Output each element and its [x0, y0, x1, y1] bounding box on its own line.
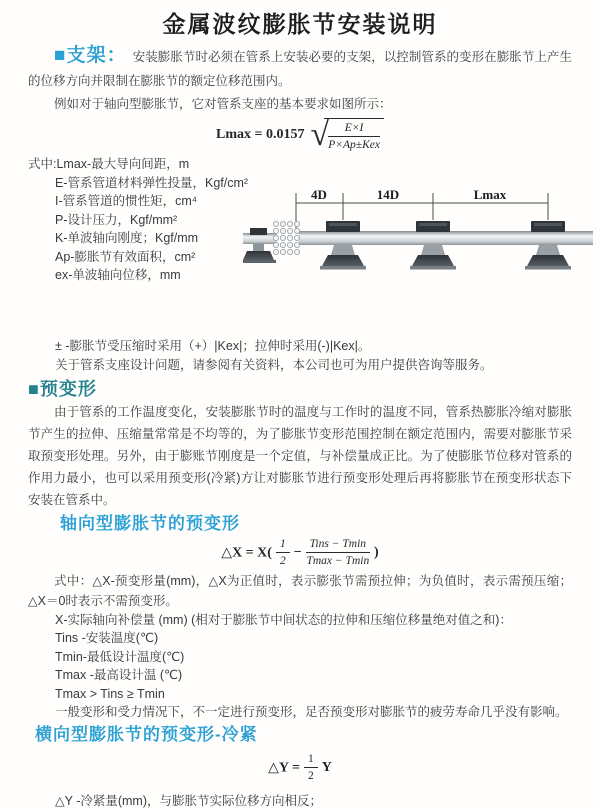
pipe [299, 231, 593, 245]
definition-line: K-单波轴向刚度；Kgf/mm [28, 229, 572, 248]
delta-x-formula [0, 537, 600, 569]
lmax-fraction-numerator: E×I [328, 121, 380, 137]
lmax-fraction [328, 121, 380, 153]
bellows-icon [273, 221, 299, 254]
lmax-fraction-denominator: P×Ap±Kex [328, 137, 380, 152]
dim-label-14d: 14D [377, 187, 399, 202]
service-note: 关于管系支座设计问题，请参阅有关资料，本公司也可为用户提供咨询等服务。 [28, 356, 572, 375]
lmax-formula [0, 117, 600, 153]
sign-note: ± -膨胀节受压缩时采用（+）|Kex|；拉伸时采用(-)|Kex|。 [28, 337, 572, 356]
delta-x-lhs: △X = X( [221, 545, 272, 560]
one-half-fraction: $\frac{1}{2}$ [276, 537, 290, 569]
temp-definition: Tmin-最低设计温度(℃) [28, 648, 572, 667]
delta-y-lhs: △Y = [268, 760, 300, 775]
radical [311, 117, 384, 153]
preset-section-heading: ■预变形 [28, 378, 572, 401]
temp-definition: Tmax -最高设计温 (℃) [28, 666, 572, 685]
definition-line: E-管系管道材料弹性投量，Kgf/cm² [28, 174, 572, 193]
temperature-fraction: $\frac{\text{Tins − Tmin}}{Tmax - Tmin}$ [306, 537, 370, 569]
support-section-heading: ■支架： [54, 45, 127, 66]
dim-label-4d: 4D [311, 187, 327, 202]
definition-line: I-管系管道的惯性矩，cm⁴ [28, 192, 572, 211]
close-paren: ) [374, 545, 379, 560]
definition-line: ex-单波轴向位移，mm [28, 266, 572, 285]
support-intro-text: 安装膨胀节时必须在管系上安装必要的支架，以控制管系的变形在膨胀节上产生的位移方向并限制在膨胀节的额定位移范围内。 [28, 50, 572, 88]
lateral-subsection-heading: 横向型膨胀节的预变形-冷紧 [35, 724, 600, 746]
temp-inequality: Tmax > Tins ≥ Tmin [28, 685, 572, 704]
definition-line: 式中:Lmax-最大导向间距，m [28, 155, 572, 174]
delta-y-note: △Y -冷紧量(mm)，与膨胀节实际位移方向相反； [28, 792, 572, 810]
support-example-text: 例如对于轴向型膨胀节，它对管系支座的基本要求如图所示： [28, 93, 572, 115]
x-compensation-note: X-实际轴向补偿量 (mm) (相对于膨胀节中间状态的拉伸和压缩位移量绝对值之和)： [28, 611, 572, 630]
temp-definition: Tins -安装温度(℃) [28, 629, 572, 648]
guide-support [320, 221, 366, 270]
axial-general-note: 一般变形和受力情况下，不一定进行预变形，足否预变形对膨胀节的疲劳寿命几乎没有影响。 [28, 703, 572, 722]
delta-y-rhs: Y [322, 760, 332, 775]
dim-label-lmax: Lmax [474, 187, 507, 202]
support-intro-paragraph [28, 44, 572, 93]
definition-line: Ap-膨胀节有效面积，cm² [28, 248, 572, 267]
guide-support [410, 221, 456, 270]
one-half-fraction: $\frac{1}{2}$ [304, 752, 318, 784]
pipe-support-diagram [243, 187, 596, 284]
delta-x-explanation: 式中：△X-预变形量(mm)，△X为正值时，表示膨张节需预拉伸；为负值时，表示需预压缩；△X＝0时表示不需预变形。 [28, 571, 572, 611]
document-page [0, 10, 600, 747]
guide-support [525, 221, 571, 270]
lmax-formula-lhs: Lmax = 0.0157 [216, 127, 304, 142]
minus-sign: − [294, 545, 302, 560]
definition-line: P-设计压力，Kgf/mm² [28, 211, 572, 230]
definitions-and-diagram [28, 155, 572, 337]
page-title: 金属波纹膨胀节安装说明 [0, 10, 600, 38]
axial-subsection-heading: 轴向型膨胀节的预变形 [60, 513, 600, 535]
preset-body-paragraph: 由于管系的工作温度变化，安装膨胀节时的温度与工作时的温度不同，管系热膨胀冷缩对膨胀节产生的拉伸、压缩量常常是不均等的，为了膨胀节变形范围控制在额定范围内，需要对膨胀节采取预变形处理。另外，由于膨账节刚度是一个定值，与补偿量成正比。为了使膨胀节位移对管系的作用力最小，也可以采用预变形(冷紧)方让对膨胀节进行预变形处理后再将膨胀节在预变形状态下安装在管系中。 [28, 401, 572, 511]
delta-y-formula [0, 752, 600, 784]
radical-sign: √ [311, 117, 330, 153]
